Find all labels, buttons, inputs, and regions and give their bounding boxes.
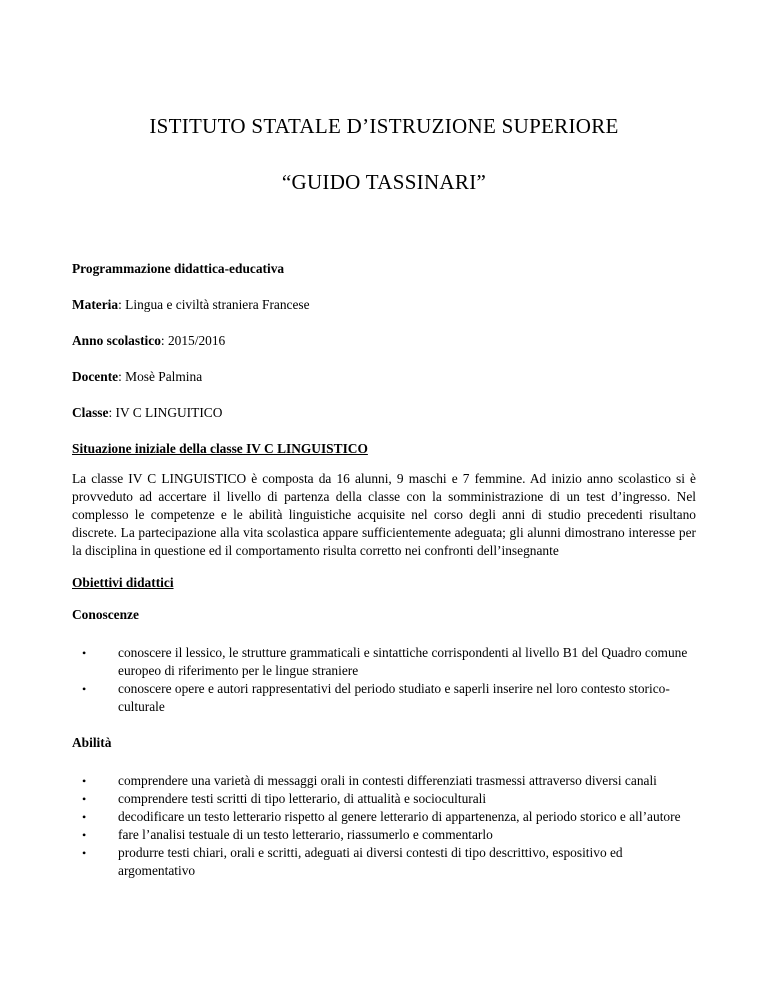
conoscenze-list — [72, 644, 696, 716]
list-item-text: conoscere il lessico, le strutture grammaticali e sintattiche corrispondenti al livello B1 del Quadro comune europeo di riferimento per le lingue straniere — [118, 645, 688, 678]
situation-paragraph: La classe IV C LINGUISTICO è composta da 16 alunni, 9 maschi e 7 femmine. Ad inizio anno scolastico si è provveduto ad accertare il livello di partenza della classe con la somministrazione di un test d’ingresso. Nel complesso le competenze e le abilità linguistiche acquisite nel corso degli anni di studio precedenti risultano discrete. La partecipazione alla vita scolastica appare sufficientemente adeguata; gli alunni dimostrano interesse per la disciplina in questione ed il comportamento risulta corretto nei confronti dell’insegnante — [72, 471, 696, 558]
field-value: : IV C LINGUITICO — [108, 405, 223, 420]
list-item — [72, 808, 696, 826]
field-label: Docente — [72, 369, 119, 384]
list-item-text: comprendere una varietà di messaggi orali in contesti differenziati trasmessi attraverso diversi canali — [118, 773, 657, 788]
field-value: : Mosè Palmina — [118, 369, 203, 384]
abilita-heading: Abilità — [72, 735, 112, 750]
field-classe — [72, 404, 696, 422]
list-item — [72, 826, 696, 844]
field-value: : Lingua e civiltà straniera Francese — [118, 297, 310, 312]
school-name: ISTITUTO STATALE D’ISTRUZIONE SUPERIORE — [149, 114, 619, 138]
list-item — [72, 772, 696, 790]
list-item-text: conoscere opere e autori rappresentativi del periodo studiato e saperli inserire nel loro contesto storico-culturale — [118, 681, 670, 714]
conoscenze-heading: Conoscenze — [72, 607, 139, 622]
field-label: Anno scolastico — [72, 333, 161, 348]
bullet-icon: • — [82, 646, 87, 660]
list-item-text: comprendere testi scritti di tipo letterario, di attualità e socioculturali — [118, 791, 487, 806]
list-item — [72, 680, 696, 716]
field-value: : 2015/2016 — [160, 333, 226, 348]
situation-heading: Situazione iniziale della classe IV C LINGUISTICO — [72, 441, 368, 456]
list-item — [72, 644, 696, 680]
list-item-text: produrre testi chiari, orali e scritti, adeguati ai diversi contesti di tipo descrittivo, espositivo ed argomentativo — [118, 845, 623, 878]
abilita-list — [72, 772, 696, 880]
field-docente — [72, 368, 696, 386]
list-item-text: decodificare un testo letterario rispetto al genere letterario di appartenenza, al periodo storico e all’autore — [118, 809, 681, 824]
bullet-icon: • — [82, 792, 87, 806]
bullet-icon: • — [82, 828, 87, 842]
field-materia — [72, 296, 696, 314]
field-anno-scolastico — [72, 332, 696, 350]
bullet-icon: • — [82, 774, 87, 788]
document-body — [72, 260, 696, 898]
bullet-icon: • — [82, 810, 87, 824]
bullet-icon: • — [82, 846, 87, 860]
list-item-text: fare l’analisi testuale di un testo letterario, riassumerlo e commentarlo — [118, 827, 493, 842]
program-title: Programmazione didattica-educativa — [72, 261, 285, 276]
field-label: Materia — [72, 297, 119, 312]
field-label: Classe — [72, 405, 109, 420]
objectives-heading: Obiettivi didattici — [72, 575, 174, 590]
school-subtitle: “GUIDO TASSINARI” — [281, 170, 487, 194]
bullet-icon: • — [82, 682, 87, 696]
list-item — [72, 844, 696, 880]
list-item — [72, 790, 696, 808]
